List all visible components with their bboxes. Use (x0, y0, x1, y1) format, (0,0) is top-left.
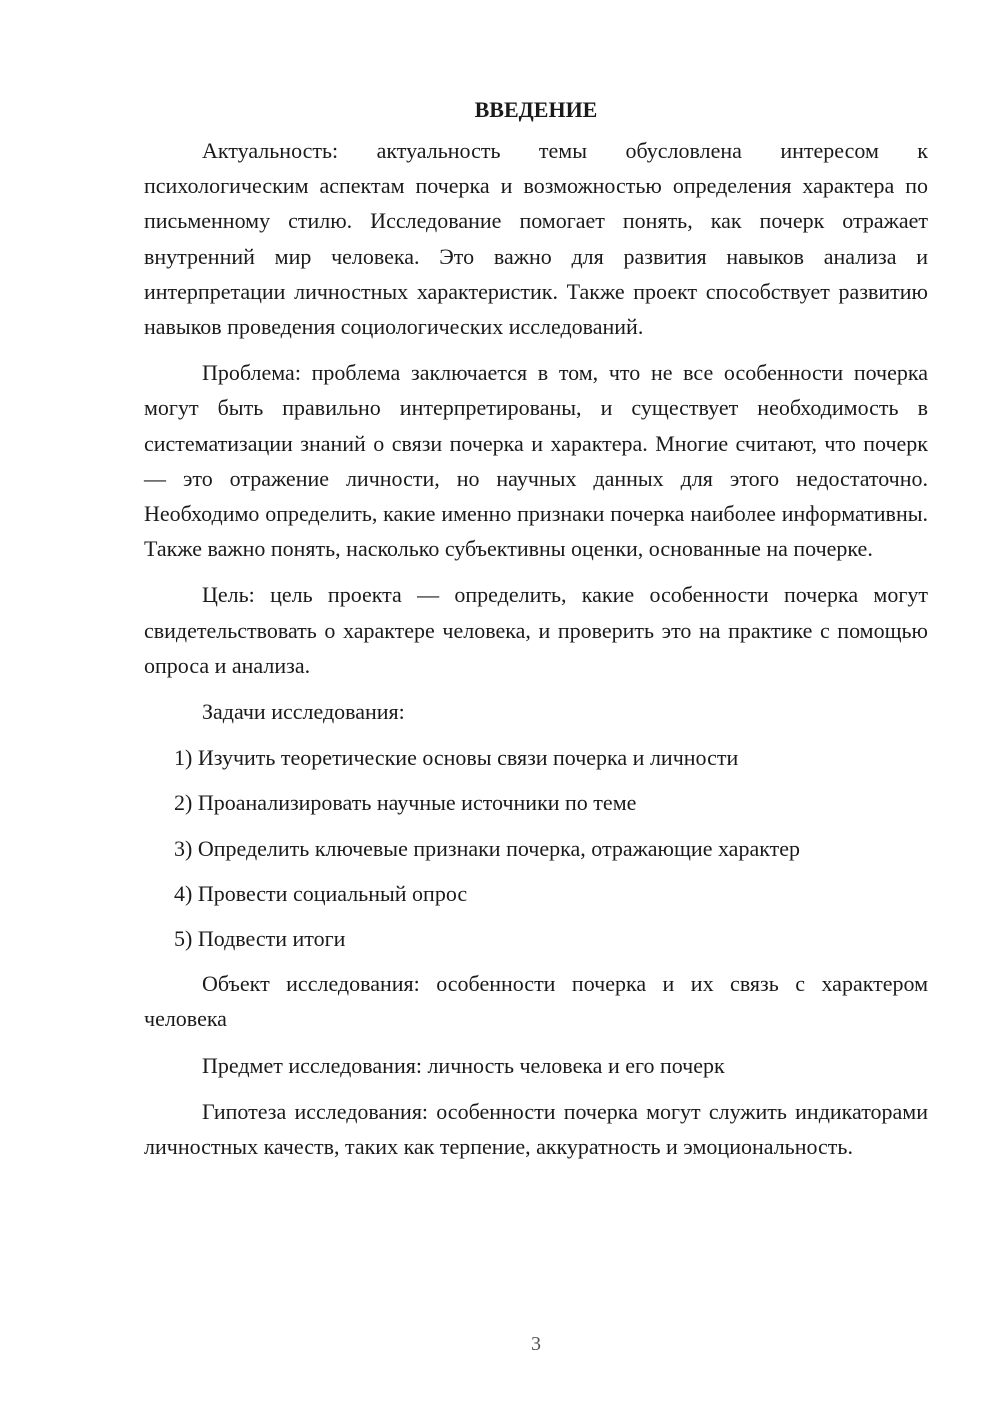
tasks-heading: Задачи исследования: (202, 699, 405, 725)
tasks-list (144, 740, 928, 956)
list-item: 2) Проанализировать научные источники по теме (174, 790, 637, 816)
page-content (144, 92, 928, 1175)
section-title: ВВЕДЕНИЕ (474, 97, 598, 122)
list-item: 1) Изучить теоретические основы связи почерка и личности (174, 745, 739, 771)
paragraph-relevance: Актуальность: актуальность темы обусловлена интересом к психологическим аспектам почерка и возможностью определения характера по письменному стилю. Исследование помогает понять, как почерк отражает внутренний мир человека. Это важно для развития навыков анализа и интерпретации личностных характеристик. Также проект способствует развитию навыков проведения социологических исследований. (144, 138, 928, 340)
list-item: 4) Провести социальный опрос (174, 880, 468, 906)
paragraph-goal: Цель: цель проекта — определить, какие особенности почерка могут свидетельствовать о характере человека, и проверить это на практике с помощью опроса и анализа. (144, 582, 928, 678)
list-item: 5) Подвести итоги (174, 926, 346, 952)
page-number: 3 (531, 1333, 541, 1355)
paragraph-subject: Предмет исследования: личность человека и его почерк (202, 1052, 725, 1078)
paragraph-hypothesis: Гипотеза исследования: особенности почерка могут служить индикаторами личностных качеств, таких как терпение, аккуратность и эмоциональность. (144, 1098, 928, 1160)
paragraph-problem: Проблема: проблема заключается в том, что не все особенности почерка могут быть правильно интерпретированы, и существует необходимость в систематизации знаний о связи почерка и характера. Многие считают, что почерк — это отражение личности, но научных данных для этого недостаточно. Необходимо определить, какие именно признаки почерка наиболее информативны. Также важно понять, насколько субъективны оценки, основанные на почерке. (144, 360, 928, 562)
paragraph-object: Объект исследования: особенности почерка и их связь с характером человека (144, 971, 928, 1032)
list-item: 3) Определить ключевые признаки почерка, отражающие характер (174, 835, 800, 861)
